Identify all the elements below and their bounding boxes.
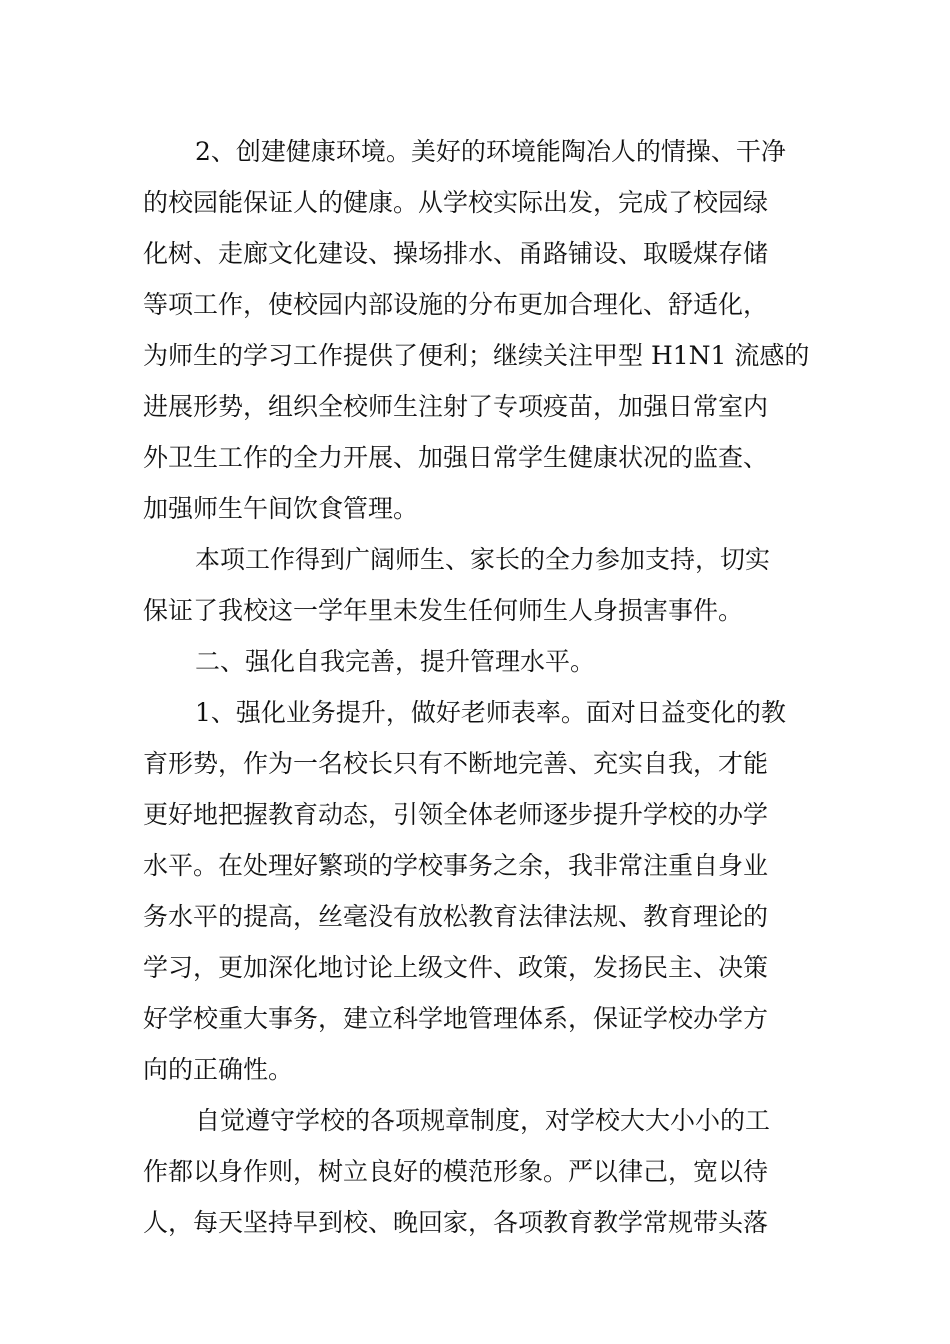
paragraph-line: 的校园能保证人的健康。从学校实际出发，完成了校园绿 bbox=[143, 188, 769, 217]
paragraph-line: 本项工作得到广阔师生、家长的全力参加支持，切实 bbox=[195, 545, 771, 574]
paragraph-line: 加强师生午间饮食管理。 bbox=[143, 494, 419, 523]
paragraph-line: 等项工作，使校园内部设施的分布更加合理化、舒适化， bbox=[143, 290, 769, 319]
document-body bbox=[143, 126, 811, 1248]
paragraph-line: 学习，更加深化地讨论上级文件、政策，发扬民主、决策 bbox=[143, 953, 769, 982]
paragraph-line: 外卫生工作的全力开展、加强日常学生健康状况的监查、 bbox=[143, 443, 769, 472]
paragraph-line: 自觉遵守学校的各项规章制度，对学校大大小小的工 bbox=[195, 1106, 771, 1135]
paragraph-line: 务水平的提高，丝毫没有放松教育法律法规、教育理论的 bbox=[143, 902, 769, 931]
paragraph-line: 育形势，作为一名校长只有不断地完善、充实自我，才能 bbox=[143, 749, 769, 778]
paragraph-line: 2、创建健康环境。美好的环境能陶冶人的情操、干净 bbox=[195, 137, 786, 166]
paragraph-line: 向的正确性。 bbox=[143, 1055, 294, 1084]
paragraph-line: 更好地把握教育动态，引领全体老师逐步提升学校的办学 bbox=[143, 800, 769, 829]
paragraph-line: 化树、走廊文化建设、操场排水、甬路铺设、取暖煤存储 bbox=[143, 239, 769, 268]
paragraph-line: 作都以身作则，树立良好的模范形象。严以律己，宽以待 bbox=[143, 1157, 769, 1186]
paragraph-line: 人，每天坚持早到校、晚回家，各项教育教学常规带头落 bbox=[143, 1208, 769, 1237]
paragraph-line: 进展形势，组织全校师生注射了专项疫苗，加强日常室内 bbox=[143, 392, 769, 421]
paragraph-line: 保证了我校这一学年里未发生任何师生人身损害事件。 bbox=[143, 596, 744, 625]
paragraph-line: 好学校重大事务，建立科学地管理体系，保证学校办学方 bbox=[143, 1004, 769, 1033]
paragraph-line: 为师生的学习工作提供了便利；继续关注甲型 H1N1 流感的 bbox=[143, 341, 810, 370]
paragraph-line: 1、强化业务提升，做好老师表率。面对日益变化的教 bbox=[195, 698, 786, 727]
section-heading: 二、强化自我完善，提升管理水平。 bbox=[195, 647, 596, 676]
paragraph-line: 水平。在处理好繁琐的学校事务之余，我非常注重自身业 bbox=[143, 851, 769, 880]
